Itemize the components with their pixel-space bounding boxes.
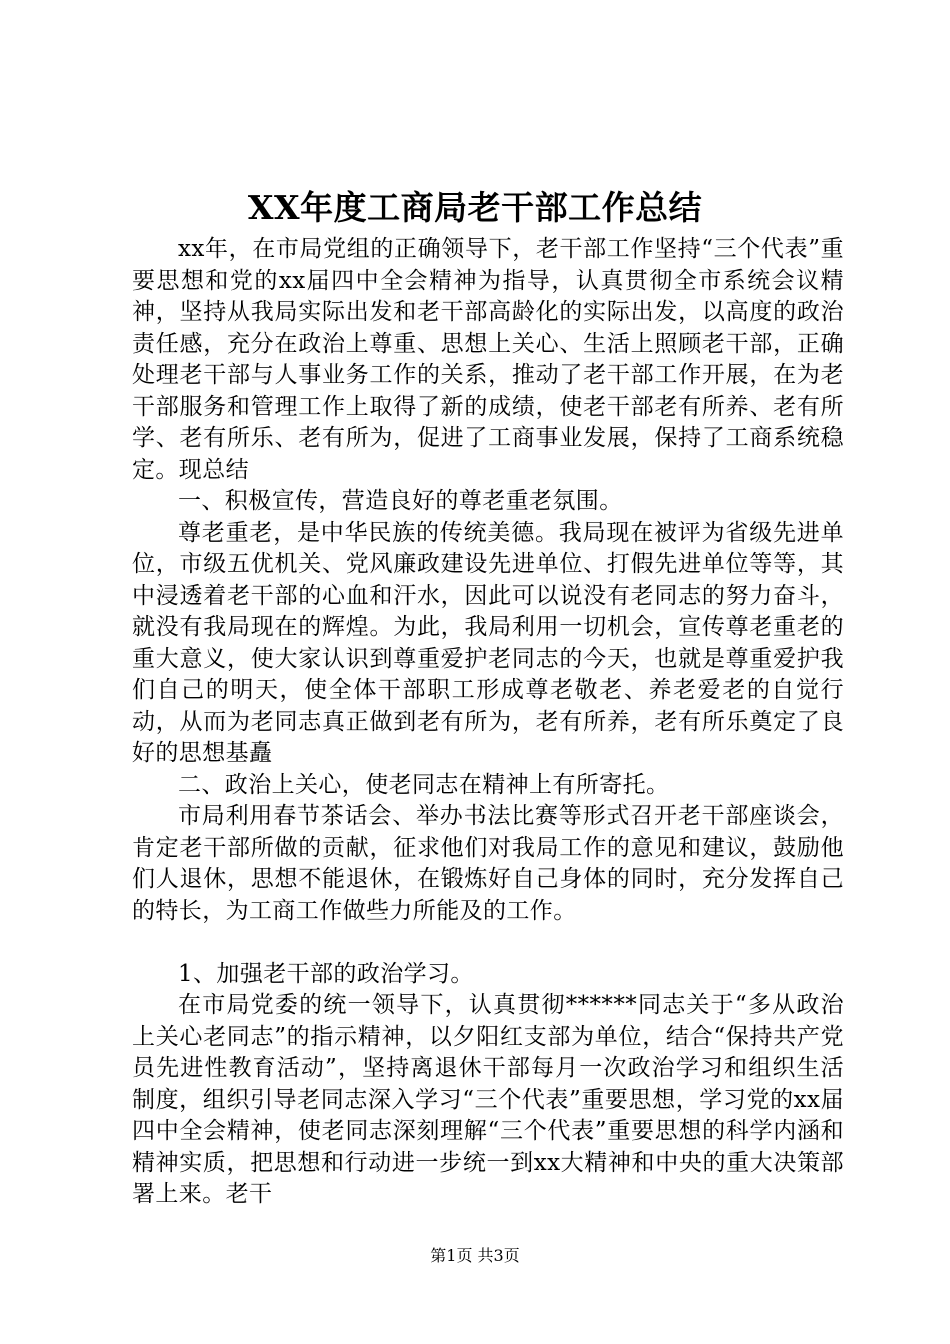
section-heading-2: 二、政治上关心，使老同志在精神上有所寄托。 <box>178 771 670 798</box>
subsection-heading-1: 1、加强老干部的政治学习。 <box>178 960 474 987</box>
page-footer: 第1页 共3页 <box>430 1246 520 1265</box>
paragraph-political-study: 在市局党委的统一领导下，认真贯彻******同志关于“多从政治上关心老同志”的指示精神，以夕阳红支部为单位，结合“保持共产党员先进性教育活动”，坚持离退休干部每月一次政治学习和组织生活制度，组织引导老同志深入学习“三个代表”重要思想，学习党的xx届四中全会精神，使老同志深刻理解“三个代表”重要思想的科学内涵和精神实质，把思想和行动进一步统一到xx大精神和中央的重大决策部署上来。老干 <box>132 992 844 1207</box>
paragraph-intro: xx年，在市局党组的正确领导下，老干部工作坚持“三个代表”重要思想和党的xx届四中全会精神为指导，认真贯彻全市系统会议精神，坚持从我局实际出发和老干部高龄化的实际出发，以高度的政治责任感，充分在政治上尊重、思想上关心、生活上照顾老干部，正确处理老干部与人事业务工作的关系，推动了老干部工作开展，在为老干部服务和管理工作上取得了新的成绩，使老干部老有所养、老有所学、老有所乐、老有所为，促进了工商事业发展，保持了工商系统稳定。现总结 <box>132 236 844 483</box>
paragraph-political-care: 市局利用春节茶话会、举办书法比赛等形式召开老干部座谈会，肯定老干部所做的贡献，征求他们对我局工作的意见和建议，鼓励他们人退休，思想不能退休，在锻炼好自己身体的同时，充分发挥自己的特长，为工商工作做些力所能及的工作。 <box>132 803 844 924</box>
document-body <box>132 234 844 1211</box>
section-heading-1: 一、积极宣传，营造良好的尊老重老氛围。 <box>178 488 623 514</box>
document-title: XX年度工商局老干部工作总结 <box>247 188 703 227</box>
paragraph-respect: 尊老重老，是中华民族的传统美德。我局现在被评为省级先进单位，市级五优机关、党风廉政建设先进单位、打假先进单位等等，其中浸透着老干部的心血和汗水，因此可以说没有老同志的努力奋斗，就没有我局现在的辉煌。为此，我局利用一切机会，宣传尊老重老的重大意义，使大家认识到尊重爱护老同志的今天，也就是尊重爱护我们自己的明天，使全体干部职工形成尊老敬老、养老爱老的自觉行动，从而为老同志真正做到老有所为，老有所养，老有所乐奠定了良好的思想基矗 <box>132 519 844 766</box>
